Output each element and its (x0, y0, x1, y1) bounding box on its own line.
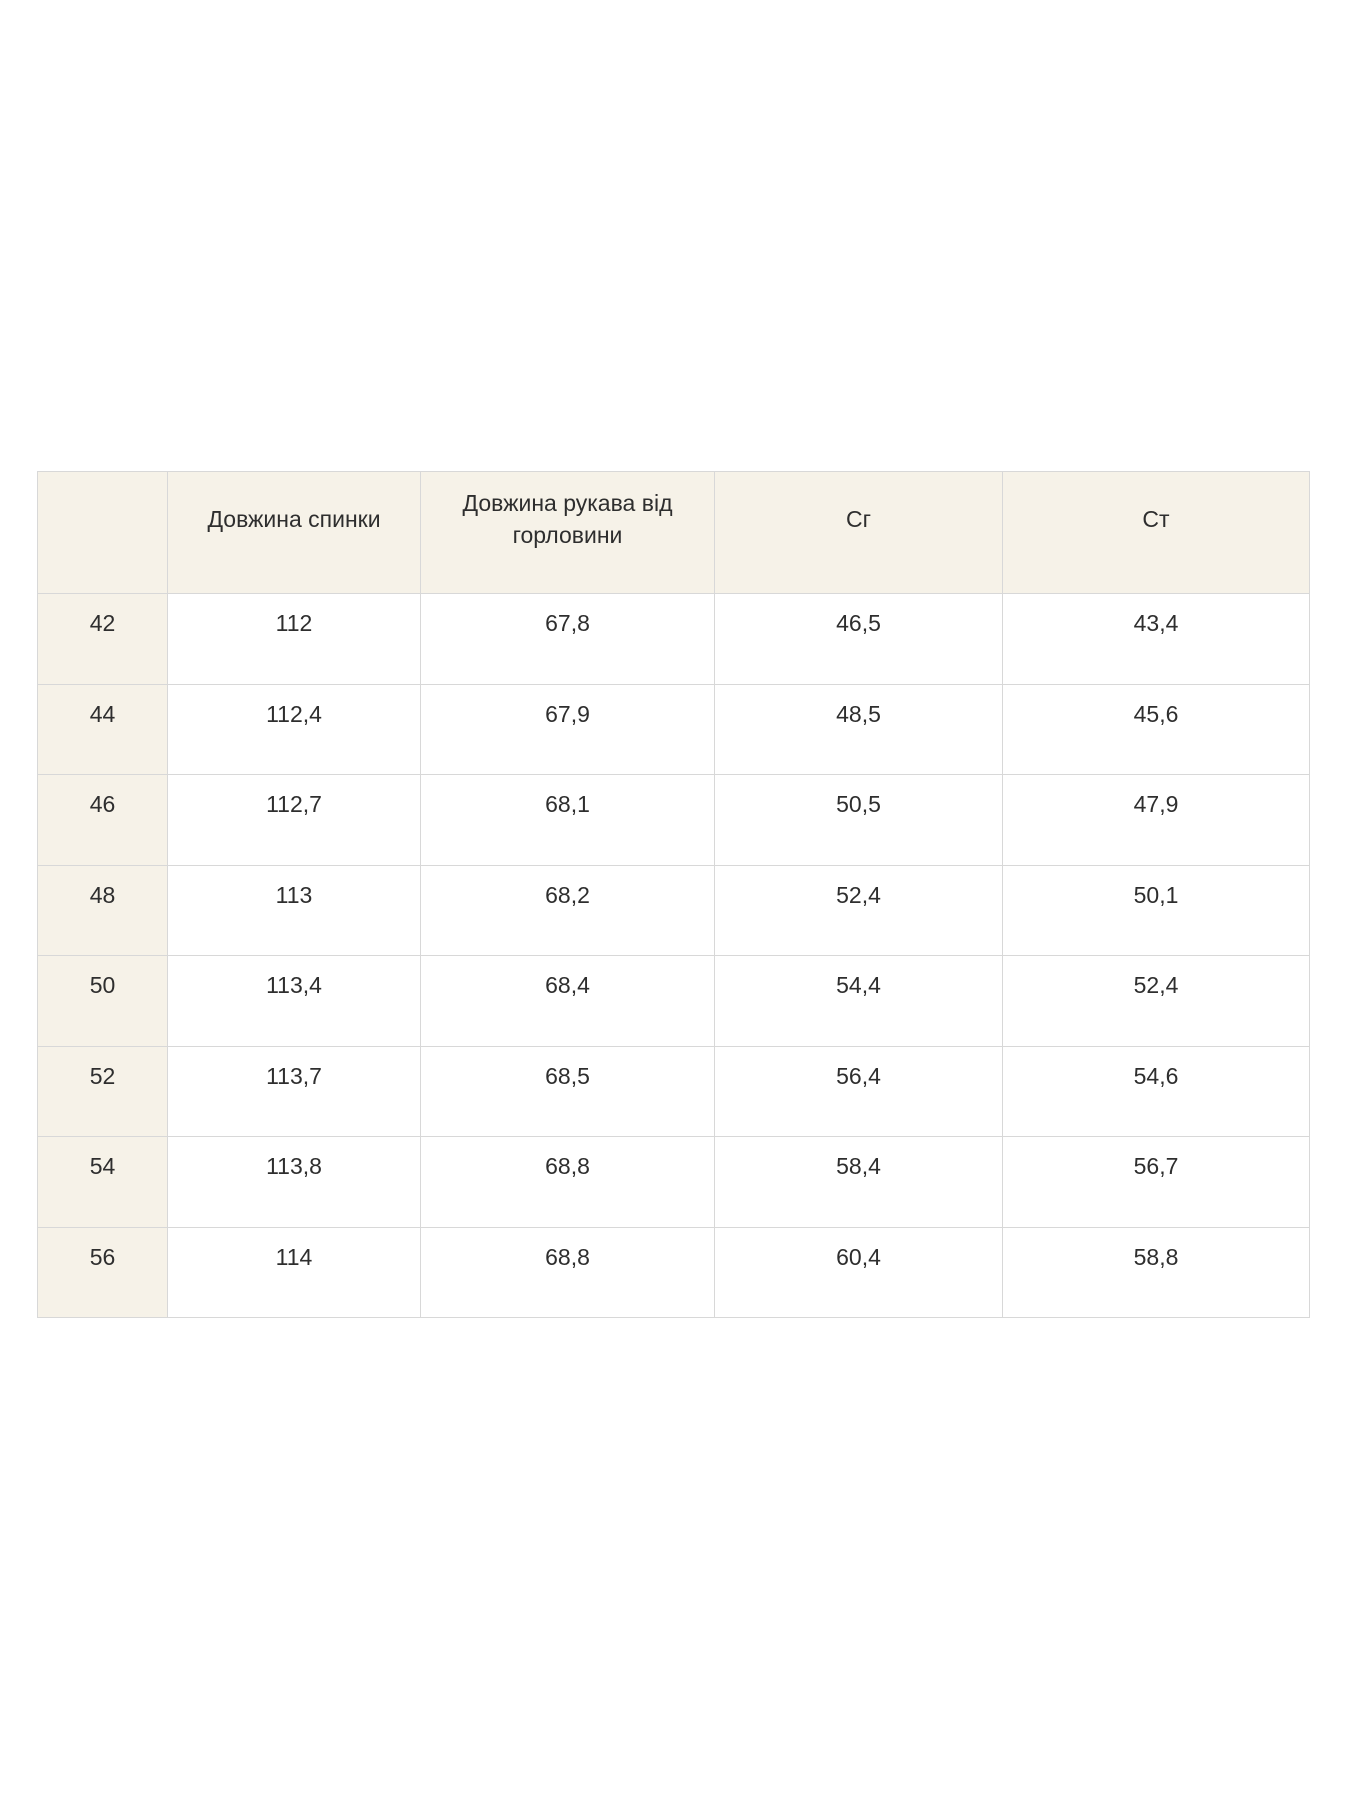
value-cell: 68,4 (421, 956, 715, 1047)
value-cell: 56,4 (715, 1046, 1003, 1137)
value-cell: 68,5 (421, 1046, 715, 1137)
value-cell: 56,7 (1003, 1137, 1310, 1228)
column-header-size (38, 472, 168, 594)
table-row (38, 1137, 1310, 1228)
size-cell: 50 (38, 956, 168, 1047)
value-cell: 45,6 (1003, 684, 1310, 775)
value-cell: 68,1 (421, 775, 715, 866)
value-cell: 52,4 (715, 865, 1003, 956)
table-row (38, 865, 1310, 956)
value-cell: 60,4 (715, 1227, 1003, 1318)
value-cell: 113 (168, 865, 421, 956)
value-cell: 112,4 (168, 684, 421, 775)
value-cell: 112,7 (168, 775, 421, 866)
value-cell: 50,5 (715, 775, 1003, 866)
value-cell: 67,9 (421, 684, 715, 775)
value-cell: 68,2 (421, 865, 715, 956)
size-cell: 54 (38, 1137, 168, 1228)
value-cell: 52,4 (1003, 956, 1310, 1047)
size-cell: 48 (38, 865, 168, 956)
size-cell: 42 (38, 594, 168, 685)
size-cell: 46 (38, 775, 168, 866)
value-cell: 50,1 (1003, 865, 1310, 956)
value-cell: 68,8 (421, 1227, 715, 1318)
value-cell: 46,5 (715, 594, 1003, 685)
value-cell: 67,8 (421, 594, 715, 685)
column-header-st: Ст (1003, 472, 1310, 594)
value-cell: 58,8 (1003, 1227, 1310, 1318)
column-header-back-length: Довжина спинки (168, 472, 421, 594)
table-row (38, 775, 1310, 866)
value-cell: 113,4 (168, 956, 421, 1047)
value-cell: 54,6 (1003, 1046, 1310, 1137)
value-cell: 68,8 (421, 1137, 715, 1228)
value-cell: 58,4 (715, 1137, 1003, 1228)
value-cell: 113,8 (168, 1137, 421, 1228)
value-cell: 54,4 (715, 956, 1003, 1047)
value-cell: 48,5 (715, 684, 1003, 775)
column-header-sg: Сг (715, 472, 1003, 594)
table-row (38, 956, 1310, 1047)
table-row (38, 1227, 1310, 1318)
value-cell: 43,4 (1003, 594, 1310, 685)
value-cell: 113,7 (168, 1046, 421, 1137)
value-cell: 47,9 (1003, 775, 1310, 866)
table-row (38, 594, 1310, 685)
size-cell: 52 (38, 1046, 168, 1137)
table-row (38, 684, 1310, 775)
table-row (38, 1046, 1310, 1137)
column-header-sleeve-length: Довжина рукава від горловини (421, 472, 715, 594)
value-cell: 114 (168, 1227, 421, 1318)
header-row (38, 472, 1310, 594)
value-cell: 112 (168, 594, 421, 685)
size-cell: 44 (38, 684, 168, 775)
size-chart-table (37, 471, 1310, 1318)
size-cell: 56 (38, 1227, 168, 1318)
